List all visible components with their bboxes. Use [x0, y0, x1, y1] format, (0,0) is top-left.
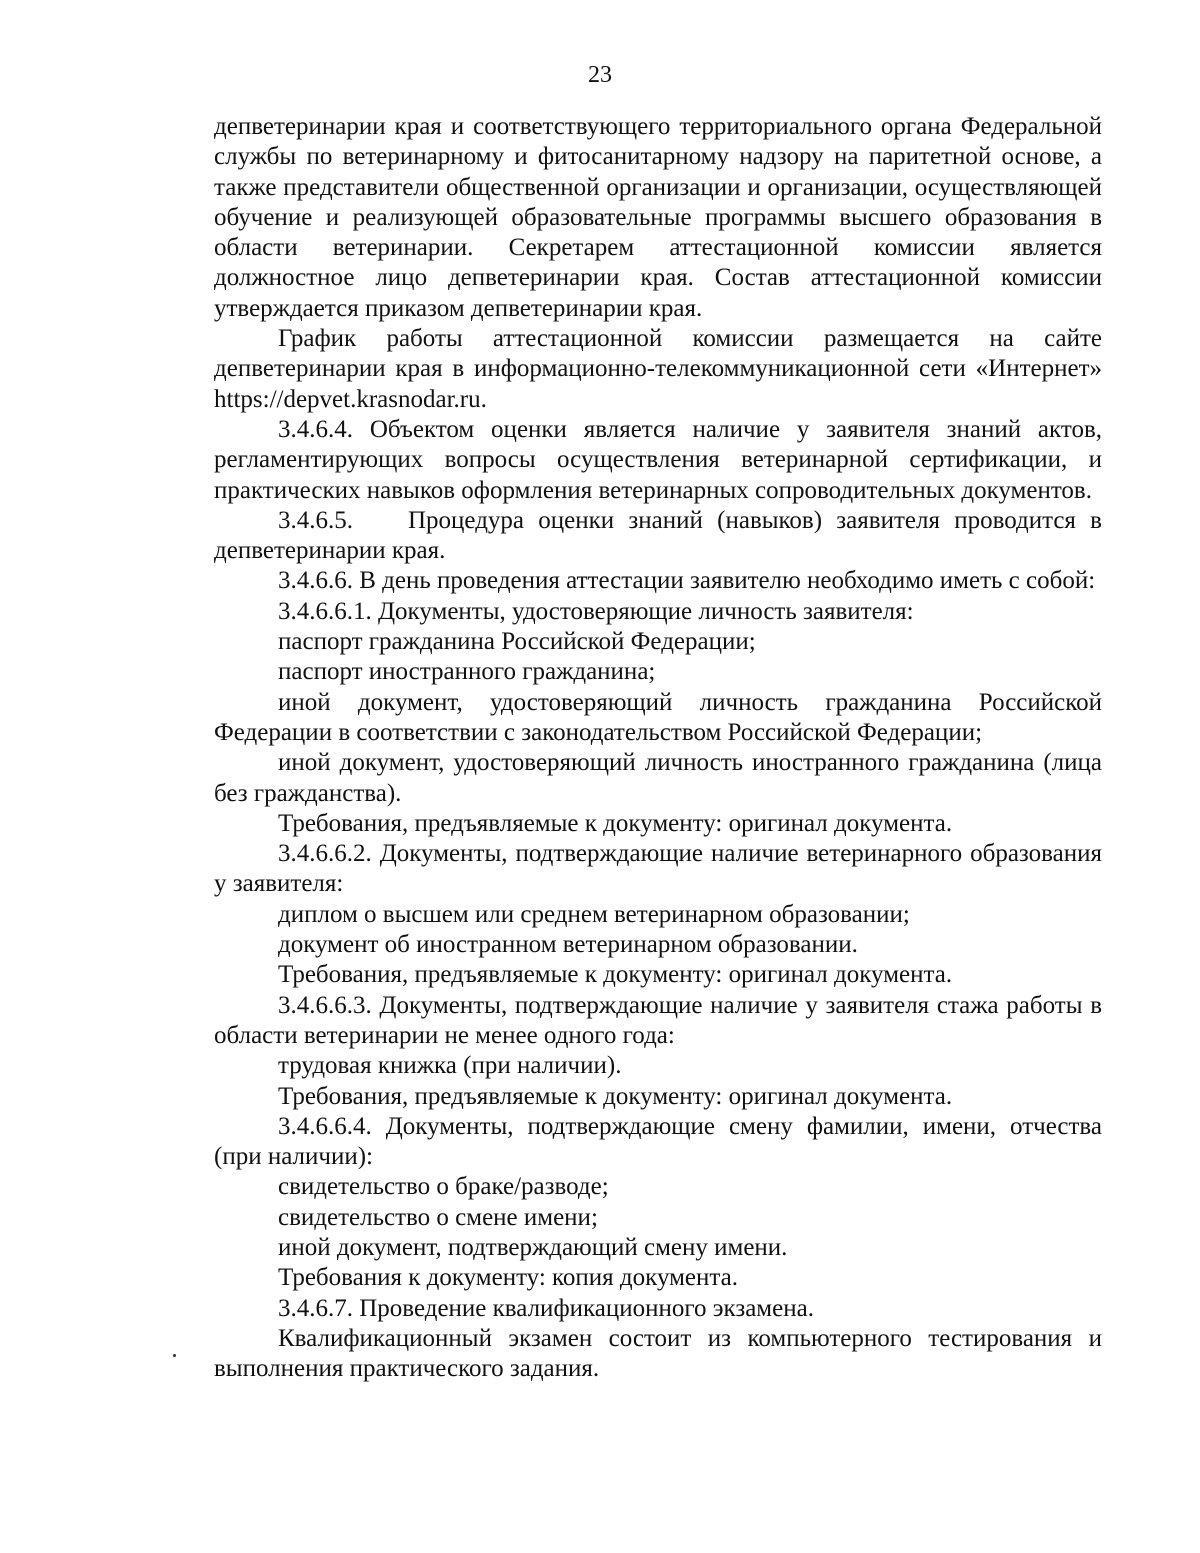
paragraph-3-4-6-4: 3.4.6.4. Объектом оценки является наличие у заявителя знаний актов, регламентирующих вопросы осуществления ветеринарной сертификации, и практических навыков оформления ветеринарных сопроводительных документов.: [214, 415, 1102, 504]
page-number: 23: [588, 62, 612, 88]
paragraph-text: Процедура оценки знаний (навыков) заявителя проводится в депветеринарии края.: [214, 506, 1102, 565]
requirements-text: Требования, предъявляемые к документу: оригинал документа.: [278, 1082, 953, 1110]
paragraph-3-4-6-7: 3.4.6.7. Проведение квалификационного экзамена.: [278, 1294, 814, 1322]
paragraph-3-4-6-5: [214, 506, 1102, 567]
list-item: диплом о высшем или среднем ветеринарном образовании;: [278, 900, 910, 928]
requirements-text: Требования, предъявляемые к документу: оригинал документа.: [278, 961, 953, 989]
paragraph-3-4-6-6-1: 3.4.6.6.1. Документы, удостоверяющие личность заявителя:: [278, 597, 914, 625]
paragraph-commission-schedule: График работы аттестационной комиссии размещается на сайте депветеринарии края в информационно-телекоммуникационной сети «Интернет» https://depvet.krasnodar.ru.: [214, 325, 1102, 413]
list-item: свидетельство о смене имени;: [278, 1203, 598, 1231]
paragraph-3-4-6-6-3: 3.4.6.6.3. Документы, подтверждающие наличие у заявителя стажа работы в области ветеринарии не менее одного года:: [214, 991, 1102, 1049]
requirements-text: Требования, предъявляемые к документу: оригинал документа.: [278, 809, 953, 837]
scan-speck: [173, 1354, 176, 1357]
requirements-text: Требования к документу: копия документа.: [278, 1264, 738, 1292]
list-item: паспорт гражданина Российской Федерации;: [278, 628, 756, 656]
list-item: иной документ, подтверждающий смену имени.: [278, 1233, 788, 1261]
paragraph-number: 3.4.6.5.: [278, 506, 353, 534]
list-item: иной документ, удостоверяющий личность иностранного гражданина (лица без гражданства).: [214, 749, 1102, 807]
document-body: [214, 112, 1102, 1384]
paragraph-3-4-6-6-4: 3.4.6.6.4. Документы, подтверждающие смену фамилии, имени, отчества (при наличии):: [214, 1112, 1102, 1171]
list-item: свидетельство о браке/разводе;: [278, 1173, 609, 1201]
list-item: трудовая книжка (при наличии).: [278, 1052, 622, 1080]
paragraph-3-4-6-6: 3.4.6.6. В день проведения аттестации заявителю необходимо иметь с собой:: [278, 567, 1096, 595]
list-item: документ об иностранном ветеринарном образовании.: [278, 931, 858, 959]
paragraph-commission-composition: депветеринарии края и соответствующего территориального органа Федеральной службы по ветеринарному и фитосанитарному надзору на паритетной основе, а также представители общественной организации и организации, осуществляющей обучение и реализующей образовательные программы высшего образования в области ветеринарии. Секретарем аттестационной комиссии является должностное лицо депветеринарии края. Состав аттестационной комиссии утверждается приказом депветеринарии края.: [214, 113, 1102, 322]
paragraph-exam-description: Квалификационный экзамен состоит из компьютерного тестирования и выполнения практического задания.: [214, 1324, 1102, 1383]
paragraph-3-4-6-6-2: 3.4.6.6.2. Документы, подтверждающие наличие ветеринарного образования у заявителя:: [214, 840, 1102, 898]
list-item: паспорт иностранного гражданина;: [278, 658, 656, 686]
list-item: иной документ, удостоверяющий личность гражданина Российской Федерации в соответствии с законодательством Российской Федерации;: [214, 688, 1102, 746]
